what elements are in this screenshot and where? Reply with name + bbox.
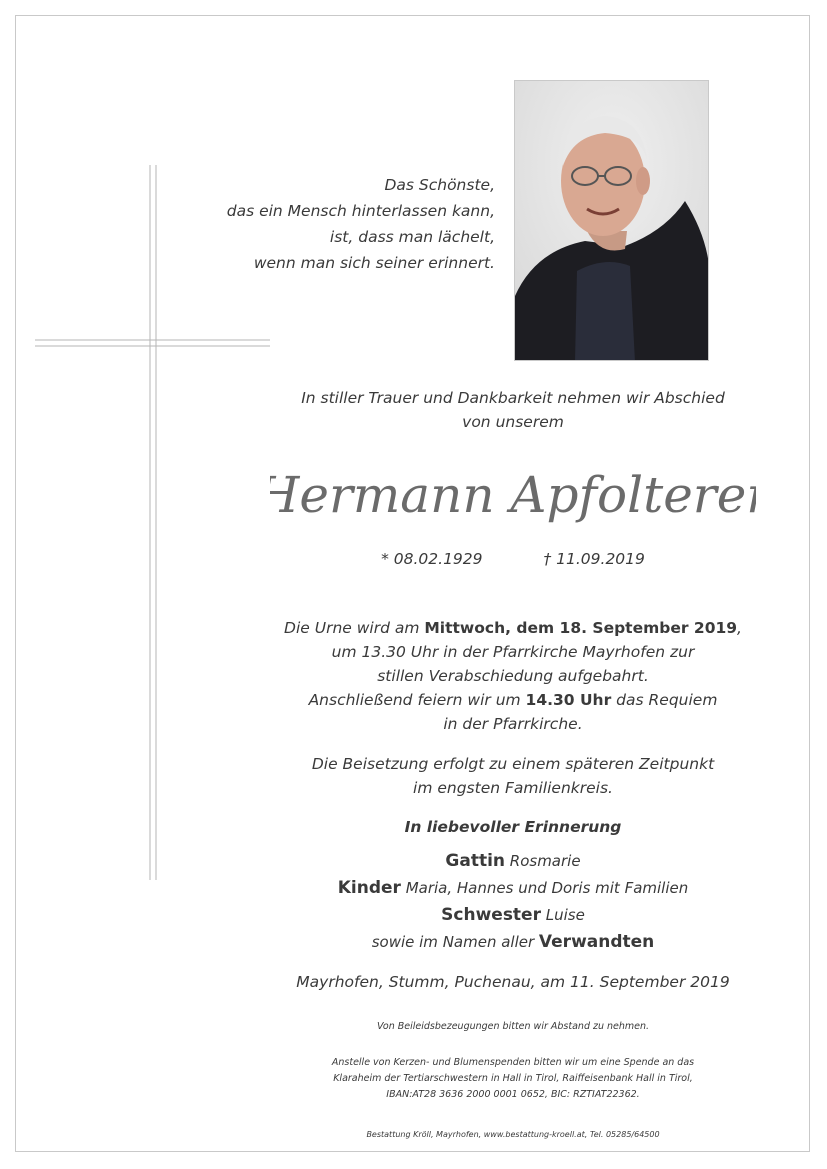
burial-line: Die Beisetzung erfolgt zu einem späteren Zeitpunkt — [311, 755, 715, 773]
quote-line: Das Schönste, — [384, 176, 495, 194]
ceremony-info — [270, 616, 756, 736]
place-date: Mayrhofen, Stumm, Puchenau, am 11. September 2019 — [296, 973, 730, 991]
death-date: † 11.09.2019 — [543, 550, 645, 568]
donation-line: Klaraheim der Tertiarschwestern in Hall in Tirol, Raiffeisenbank Hall in Tirol, — [333, 1073, 693, 1084]
ceremony-line: um 13.30 Uhr in der Pfarrkirche Mayrhofen zur — [331, 643, 695, 661]
memorial-quote — [195, 172, 495, 276]
quote-line: ist, dass man lächelt, — [329, 228, 495, 246]
burial-line: im engsten Familienkreis. — [413, 779, 613, 797]
memory-heading: In liebevoller Erinnerung — [404, 818, 622, 836]
relative-line: sowie im Namen aller Verwandten — [371, 932, 655, 952]
donation-line: IBAN:AT28 3636 2000 0001 0652, BIC: RZTIAT22362. — [386, 1089, 640, 1100]
ceremony-line: stillen Verabschiedung aufgebahrt. — [377, 667, 649, 685]
quote-line: das ein Mensch hinterlassen kann, — [226, 202, 495, 220]
birth-date: * 08.02.1929 — [381, 550, 483, 568]
burial-info — [270, 752, 756, 800]
donation-line: Anstelle von Kerzen- und Blumenspenden bitten wir um eine Spende an das — [331, 1057, 695, 1068]
relative-line: Gattin Rosmarie — [445, 851, 581, 871]
portrait-photo — [514, 80, 709, 361]
deceased-name — [270, 450, 756, 540]
ceremony-line: Die Urne wird am Mittwoch, dem 18. September 2019, — [284, 619, 742, 637]
relative-line: Schwester Luise — [441, 905, 585, 925]
quote-line: wenn man sich seiner erinnert. — [253, 254, 495, 272]
intro-text — [270, 386, 756, 434]
funeral-home-footer: Bestattung Kröll, Mayrhofen, www.bestattung-kroell.at, Tel. 05285/64500 — [366, 1130, 660, 1139]
condolence-note: Von Beileidsbezeugungen bitten wir Abstand zu nehmen. — [376, 1021, 650, 1032]
intro-line: von unserem — [462, 413, 564, 431]
relatives-list — [270, 848, 756, 956]
ceremony-line: Anschließend feiern wir um 14.30 Uhr das Requiem — [308, 691, 718, 709]
relative-line: Kinder Maria, Hannes und Doris mit Familien — [337, 878, 689, 898]
life-dates — [270, 550, 756, 568]
ceremony-line: in der Pfarrkirche. — [443, 715, 583, 733]
intro-line: In stiller Trauer und Dankbarkeit nehmen wir Abschied — [301, 389, 725, 407]
name-text: Hermann Apfolterer — [270, 466, 756, 524]
donation-note — [270, 1055, 756, 1103]
